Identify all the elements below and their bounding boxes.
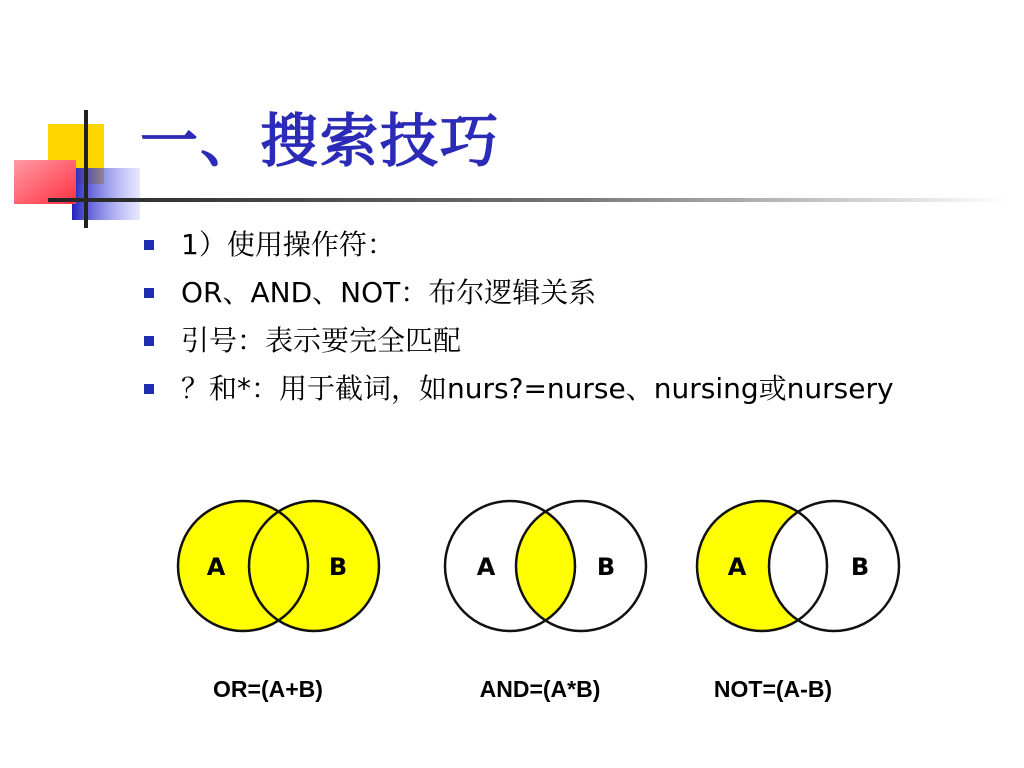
slide-title: 一、搜索技巧 [140, 107, 501, 175]
venn-not-label-a: A [727, 553, 747, 581]
title-underline [48, 198, 1008, 202]
bullet-list [144, 226, 904, 418]
bullet-item [144, 322, 904, 360]
venn-not-formula: NOT=(A-B) [713, 676, 833, 702]
venn-not [697, 501, 899, 702]
deco-vertical-line [84, 110, 88, 228]
venn-or-label-b: B [328, 553, 348, 581]
bullet-text: ？和*：用于截词，如nurs?=nurse、nursing或nursery [181, 372, 894, 405]
bullet-text: 引号：表示要完全匹配 [181, 324, 462, 357]
bullet-item [144, 274, 904, 312]
deco-red-square [14, 160, 76, 204]
bullet-text: 1）使用操作符： [181, 228, 395, 261]
venn-diagrams [0, 480, 1024, 730]
deco-blue-square [72, 168, 140, 220]
venn-or-label-a: A [206, 553, 226, 581]
venn-not-label-b: B [850, 553, 870, 581]
venn-and [445, 501, 646, 702]
bullet-square-icon [144, 336, 154, 346]
venn-or [178, 501, 379, 702]
bullet-square-icon [144, 384, 154, 394]
venn-and-label-a: A [476, 553, 496, 581]
venn-and-formula: AND=(A*B) [479, 676, 601, 702]
venn-and-label-b: B [596, 553, 616, 581]
bullet-square-icon [144, 240, 154, 250]
bullet-item [144, 226, 904, 264]
bullet-item [144, 370, 904, 408]
bullet-square-icon [144, 288, 154, 298]
bullet-text: OR、AND、NOT：布尔逻辑关系 [181, 276, 597, 309]
venn-or-formula: OR=(A+B) [213, 676, 323, 702]
